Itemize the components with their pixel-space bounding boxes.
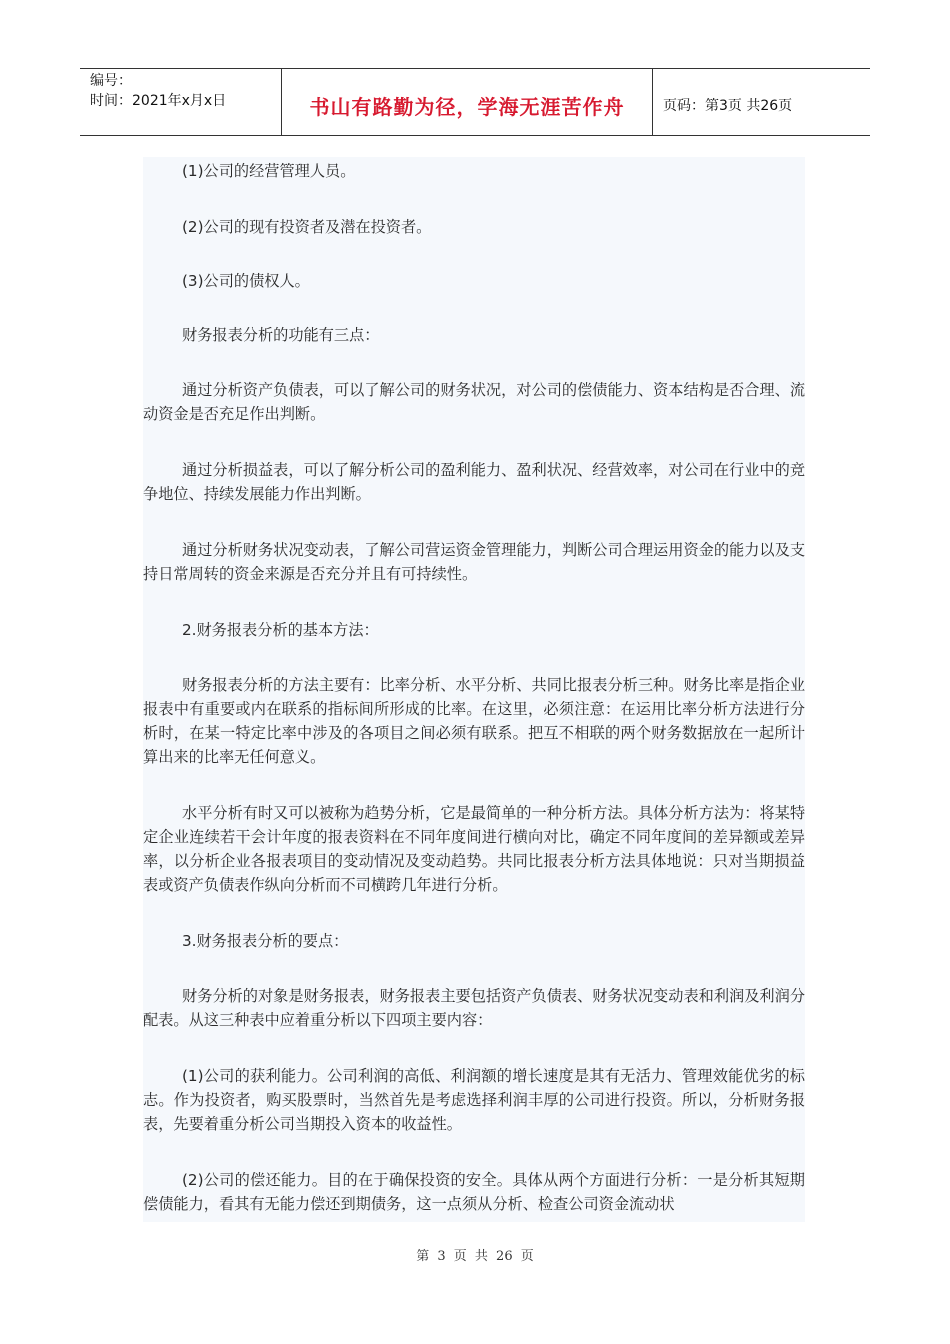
- paragraph-5: 通过分析资产负债表，可以了解公司的财务状况，对公司的偿债能力、资本结构是否合理、流动资金是否充足作出判断。: [143, 381, 805, 423]
- paragraph-11: 3.财务报表分析的要点：: [182, 932, 349, 950]
- paragraph-12: 财务分析的对象是财务报表，财务报表主要包括资产负债表、财务状况变动表和利润及利润分配表。从这三种表中应着重分析以下四项主要内容：: [143, 987, 805, 1029]
- paragraph-13: (1)公司的获利能力。公司利润的高低、利润额的增长速度是其有无活力、管理效能优劣的标志。作为投资者，购买股票时，当然首先是考虑选择利润丰厚的公司进行投资。所以，分析财务报表，先要着重分析公司当期投入资本的收益性。: [143, 1067, 805, 1133]
- page-footer: 第 3 页 共 26 页: [416, 1249, 534, 1264]
- paragraph-9: 财务报表分析的方法主要有：比率分析、水平分析、共同比报表分析三种。财务比率是指企业报表中有重要或内在联系的指标间所形成的比率。在这里，必须注意：在运用比率分析方法进行分析时，在某一特定比率中涉及的各项目之间必须有联系。把互不相联的两个财务数据放在一起所计算出来的比率无任何意义。: [143, 676, 805, 766]
- paragraph-6: 通过分析损益表，可以了解分析公司的盈利能力、盈利状况、经营效率，对公司在行业中的竞争地位、持续发展能力作出判断。: [143, 461, 805, 503]
- header-motto: 书山有路勤为径，学海无涯苦作舟: [309, 94, 625, 119]
- paragraph-4: 财务报表分析的功能有三点：: [182, 326, 380, 344]
- document-time-label: 时间：2021年x月x日: [90, 93, 227, 109]
- paragraph-8: 2.财务报表分析的基本方法：: [182, 621, 379, 639]
- header-motto-cell: [282, 69, 653, 135]
- paragraph-3: (3)公司的债权人。: [182, 272, 310, 290]
- header-page-info: 页码：第3页 共26页: [663, 98, 793, 114]
- paragraph-7: 通过分析财务状况变动表，了解公司营运资金管理能力，判断公司合理运用资金的能力以及支持日常周转的资金来源是否充分并且有可持续性。: [143, 541, 805, 583]
- document-body: [143, 157, 805, 1222]
- header-meta: [80, 69, 282, 135]
- page-header: [80, 68, 870, 136]
- document-number-label: 编号：: [90, 73, 132, 89]
- paragraph-14: (2)公司的偿还能力。目的在于确保投资的安全。具体从两个方面进行分析：一是分析其短期偿债能力，看其有无能力偿还到期债务，这一点须从分析、检查公司资金流动状: [143, 1171, 805, 1213]
- paragraph-1: (1)公司的经营管理人员。: [182, 162, 356, 180]
- paragraph-10: 水平分析有时又可以被称为趋势分析，它是最简单的一种分析方法。具体分析方法为：将某特定企业连续若干会计年度的报表资料在不同年度间进行横向对比，确定不同年度间的差异额或差异率，以分析企业各报表项目的变动情况及变动趋势。共同比报表分析方法具体地说：只对当期损益表或资产负债表作纵向分析而不司横跨几年进行分析。: [143, 804, 805, 894]
- paragraph-2: (2)公司的现有投资者及潜在投资者。: [182, 218, 432, 236]
